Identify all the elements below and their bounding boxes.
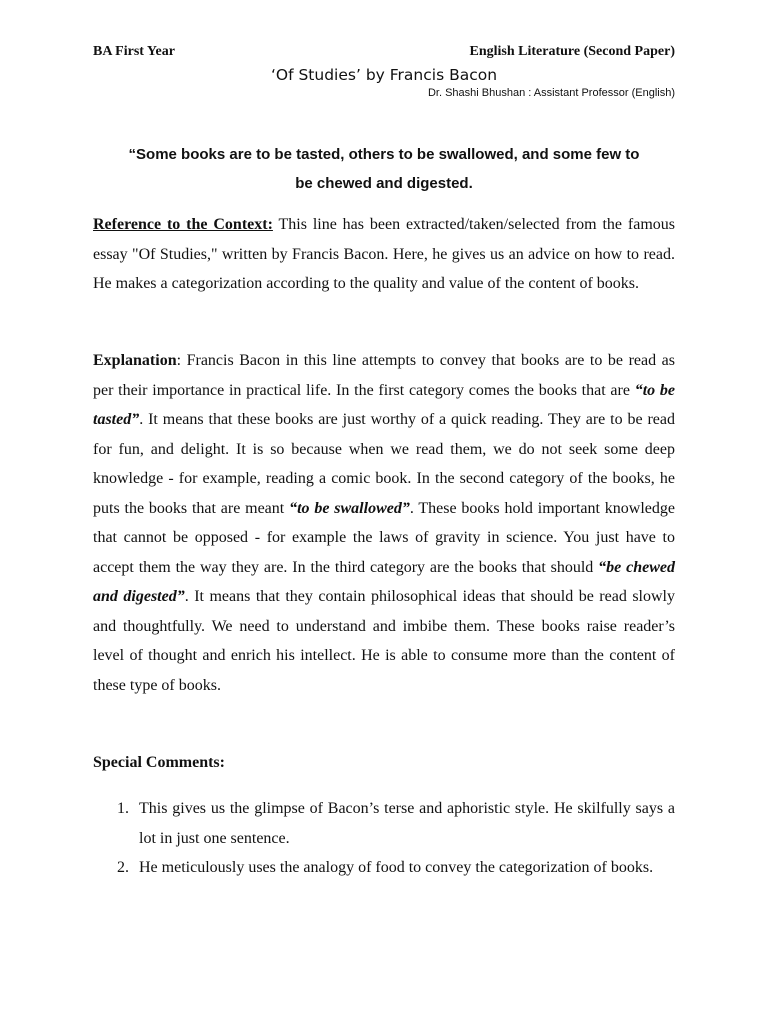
list-item: [93, 853, 675, 883]
special-comments-heading: Special Comments:: [93, 754, 225, 771]
explanation-text-3: . These books hold important knowledge that cannot be opposed - for example the laws of gravity in science. You just have to accept them the way they are. In the third category are the books that should: [93, 499, 676, 576]
author-line: Dr. Shashi Bhushan : Assistant Professor (English): [427, 87, 675, 99]
reference-paragraph: [93, 210, 675, 299]
quote-block: [93, 140, 675, 198]
document-title: ‘Of Studies’ by Francis Bacon: [270, 66, 498, 84]
explanation-text-1: : Francis Bacon in this line attempts to convey that books are to be read as per their importance in practical life. In the first category comes the books that are: [93, 352, 675, 399]
reference-text: This line has been extracted/taken/selected from the famous essay "Of Studies," written by Francis Bacon. Here, he gives us an advice on how to read. He makes a categorization according to the quality and value of the content of books.: [93, 216, 676, 292]
header-paper: English Literature (Second Paper): [469, 44, 675, 59]
quote-line-2: be chewed and digested.: [295, 175, 473, 192]
list-item: [93, 794, 675, 853]
quote-line-1: “Some books are to be tasted, others to be swallowed, and some few to: [128, 146, 640, 163]
emphasis-swallowed: “to be swallowed”: [289, 499, 410, 517]
emphasis-tasted: “to be tasted”: [93, 381, 675, 428]
explanation-text-2: . It means that these books are just worthy of a quick reading. They are to be read for fun, and delight. It is so because when we read them, we do not seek some deep knowledge - for example, reading a comic book. In the second category of the books, he puts the books that are meant: [93, 411, 675, 517]
explanation-text-4: . It means that they contain philosophical ideas that should be read slowly and thoughtfully. We need to understand and imbibe them. These books raise reader’s level of thought and enrich his intellect. He is able to consume more than the content of these type of books.: [93, 588, 675, 694]
list-item-number: 1.: [117, 800, 129, 817]
reference-label: Reference to the Context:: [93, 216, 273, 233]
list-item-text: He meticulously uses the analogy of food to convey the categorization of books.: [139, 859, 654, 876]
special-comments-list: [93, 794, 675, 883]
explanation-label: Explanation: [93, 352, 177, 369]
explanation-paragraph: [93, 346, 675, 700]
emphasis-chewed: “be chewed and digested”: [93, 558, 675, 605]
list-item-text: This gives us the glimpse of Bacon’s terse and aphoristic style. He skilfully says a lot in just one sentence.: [139, 800, 675, 847]
list-item-number: 2.: [117, 859, 129, 876]
header-course: BA First Year: [93, 44, 175, 59]
